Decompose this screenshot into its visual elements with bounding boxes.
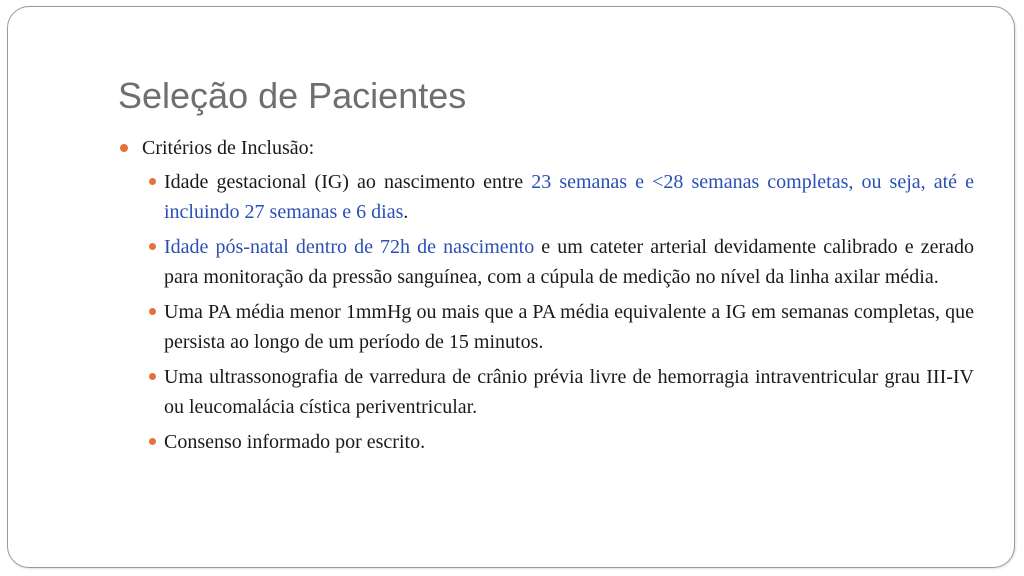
- bullet-icon: [149, 243, 156, 250]
- slide-title: Seleção de Pacientes: [118, 75, 467, 116]
- inclusion-criteria-heading: [118, 133, 974, 163]
- criteria-item: [142, 297, 974, 357]
- criteria-text: Idade gestacional (IG) ao nascimento entre: [164, 171, 532, 193]
- bullet-icon: [149, 178, 156, 185]
- criteria-text: Uma PA média menor 1mmHg ou mais que a PA média equivalente a IG em semanas completas, que persista ao longo de um período de 15 minutos.: [164, 301, 974, 353]
- criteria-item: [142, 232, 974, 292]
- criteria-item: [142, 427, 974, 457]
- criteria-highlight: 23 semanas e <28 semanas completas, ou seja, até e incluindo 27 semanas e 6 dias: [164, 171, 975, 223]
- bullet-icon: [120, 144, 128, 152]
- criteria-text-end: e um cateter arterial devidamente calibrado e zerado para monitoração da pressão sanguínea, com a cúpula de medição no nível da linha axilar média.: [164, 236, 975, 288]
- criteria-text: Consenso informado por escrito.: [164, 431, 426, 453]
- slide-content: [118, 133, 974, 462]
- bullet-icon: [149, 308, 156, 315]
- inclusion-criteria-label: Critérios de Inclusão:: [142, 137, 315, 159]
- bullet-icon: [149, 438, 156, 445]
- bullet-icon: [149, 373, 156, 380]
- criteria-list: [142, 167, 974, 457]
- criteria-text: Uma ultrassonografia de varredura de crânio prévia livre de hemorragia intraventricular grau III-IV ou leucomalácia cística periventricular.: [164, 366, 974, 418]
- criteria-highlight: Idade pós-natal dentro de 72h de nascimento: [164, 236, 535, 258]
- criteria-item: [142, 167, 974, 227]
- criteria-text-end: .: [403, 201, 409, 223]
- criteria-item: [142, 362, 974, 422]
- slide: [7, 6, 1015, 568]
